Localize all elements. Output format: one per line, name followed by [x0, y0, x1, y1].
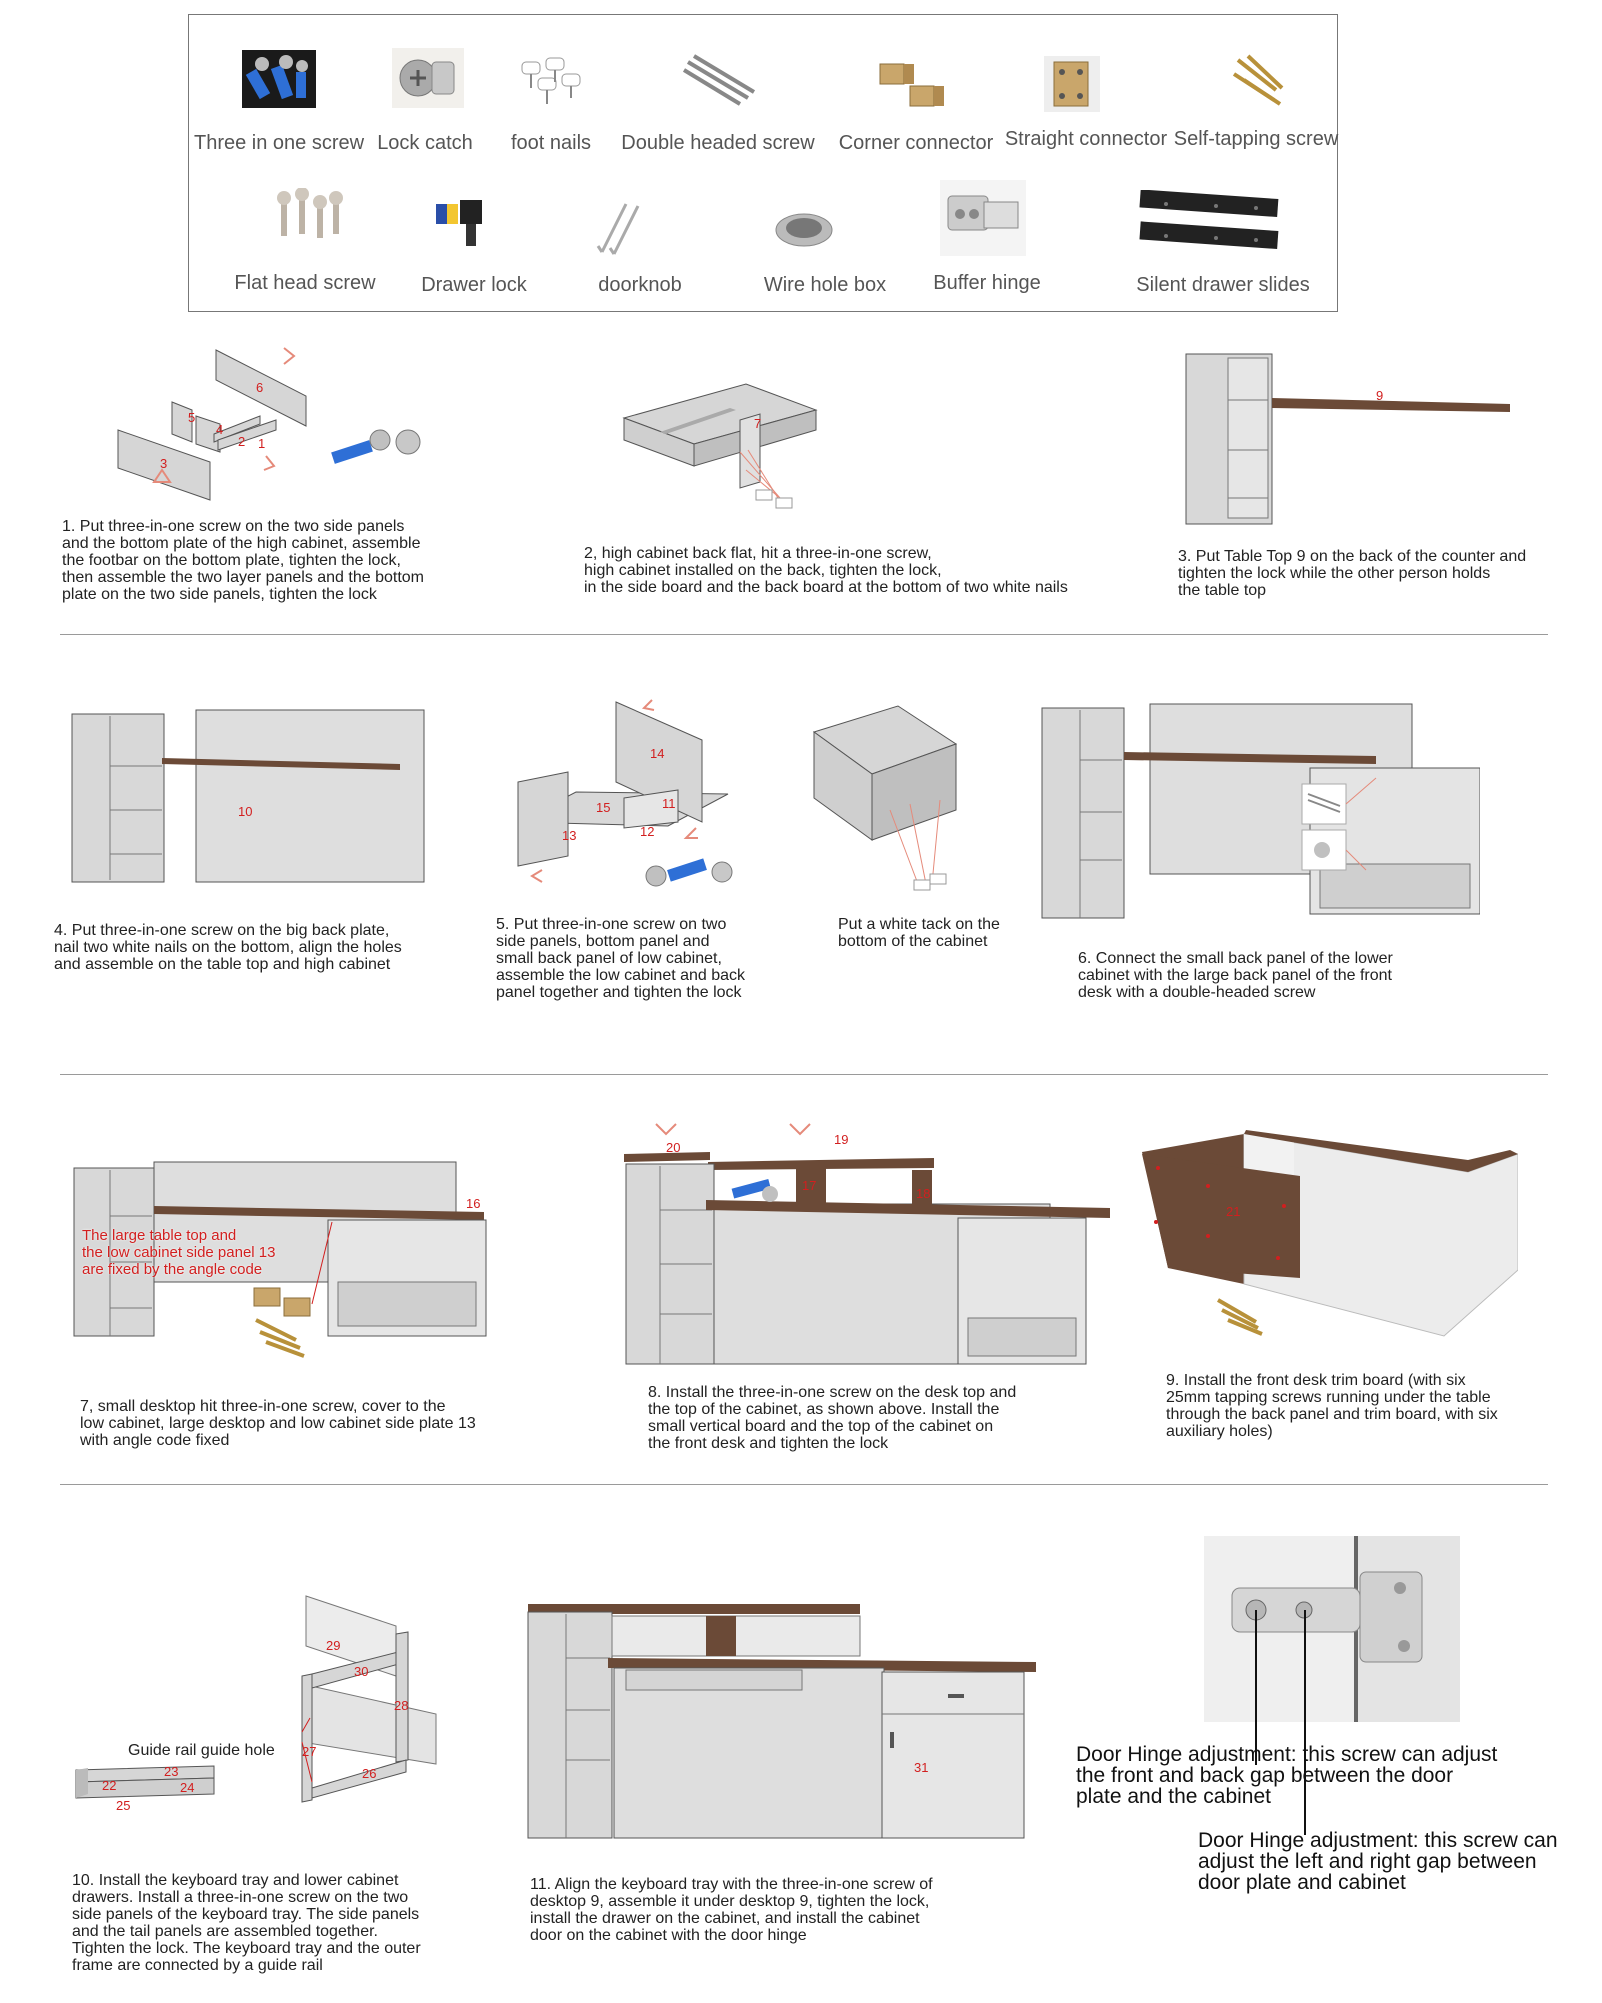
step8-diagram	[620, 1118, 1120, 1372]
wire-hole-box-icon	[772, 208, 836, 250]
hardware-label: Lock catch	[377, 132, 473, 154]
part-number: 10	[238, 804, 253, 819]
step8-caption: 8. Install the three-in-one screw on the desk top and the top of the cabinet, as shown above. Install the small vertical board and the top of the cabinet on the front desk and tighten the lock	[648, 1384, 1017, 1452]
hardware-label: Drawer lock	[421, 274, 527, 296]
hardware-label: Straight connector	[1004, 128, 1168, 150]
step6-diagram	[1040, 700, 1480, 920]
hardware-label: Self-tapping screw	[1173, 128, 1339, 150]
step7-caption: 7, small desktop hit three-in-one screw, cover to the low cabinet, large desktop and low cabinet side plate 13 with angle code fixed	[80, 1398, 476, 1449]
part-number: 2	[238, 434, 246, 449]
part-number: 29	[326, 1638, 341, 1653]
part-number: 27	[302, 1744, 317, 1759]
buffer-hinge-icon	[940, 180, 1026, 256]
part-number: 28	[394, 1698, 409, 1713]
double-headed-screw-icon	[680, 52, 760, 108]
drawer-lock-icon	[432, 196, 496, 258]
step9-diagram	[1138, 1130, 1518, 1340]
part-number: 12	[640, 824, 655, 839]
step4-caption: 4. Put three-in-one screw on the big back plate, nail two white nails on the bottom, align the holes and assemble on the table top and high cabinet	[54, 922, 402, 973]
part-number: 30	[354, 1664, 369, 1679]
part-number: 22	[102, 1778, 117, 1793]
hardware-label: Double headed screw	[621, 132, 815, 154]
step5b-diagram	[810, 700, 970, 900]
part-number: 16	[466, 1196, 481, 1211]
straight-connector-icon	[1044, 56, 1100, 112]
hinge-adjustment-note-left-right: Door Hinge adjustment: this screw can adjust the left and right gap between door plate and cabinet	[1198, 1829, 1558, 1894]
part-number: 17	[802, 1178, 817, 1193]
part-number: 1	[258, 436, 266, 451]
hardware-label: Buffer hinge	[933, 272, 1041, 294]
step1-diagram	[110, 340, 470, 510]
hardware-label: Corner connector	[838, 132, 994, 154]
step5-diagram	[512, 696, 742, 896]
part-number: 21	[1226, 1204, 1241, 1219]
part-number: 15	[596, 800, 611, 815]
step2-diagram	[620, 380, 870, 540]
part-number: 6	[256, 380, 264, 395]
hardware-label: doorknob	[598, 274, 682, 296]
part-number: 25	[116, 1798, 131, 1812]
step11-caption: 11. Align the keyboard tray with the three-in-one screw of desktop 9, assemble it under desktop 9, tighten the lock, install the drawer on the cabinet, and install the cabinet door on the cabinet with the door hinge	[530, 1876, 933, 1944]
corner-connector-icon	[876, 58, 946, 110]
step2-caption: 2, high cabinet back flat, hit a three-in-one screw, high cabinet installed on the back, tighten the lock, in the side board and the back board at the bottom of two white nails	[584, 545, 1068, 596]
part-number: 3	[160, 456, 168, 471]
step3-caption: 3. Put Table Top 9 on the back of the counter and tighten the lock while the other person holds the table top	[1178, 548, 1527, 599]
hinge-adjustment-note-front-back: Door Hinge adjustment: this screw can adjust the front and back gap between the door plate and the cabinet	[1076, 1743, 1498, 1808]
step11-diagram	[522, 1602, 1042, 1842]
hardware-label: Wire hole box	[763, 274, 887, 296]
step6-caption: 6. Connect the small back panel of the lower cabinet with the large back panel of the front desk with a double-headed screw	[1078, 950, 1393, 1001]
part-number: 26	[362, 1766, 377, 1781]
step10-diagram	[70, 1592, 440, 1812]
divider	[60, 1074, 1548, 1075]
part-number: 13	[562, 828, 577, 843]
silent-drawer-slides-icon	[1136, 190, 1286, 252]
foot-nails-icon	[516, 52, 586, 108]
flat-head-screw-icon	[270, 188, 350, 246]
part-number: 11	[662, 796, 676, 811]
part-number: 19	[834, 1132, 849, 1147]
step4-diagram	[70, 706, 430, 886]
guide-rail-label: Guide rail guide hole	[128, 1742, 275, 1759]
step3-diagram	[1180, 350, 1520, 530]
hardware-box	[188, 14, 1338, 312]
hardware-label: Three in one screw	[194, 132, 365, 154]
divider	[60, 634, 1548, 635]
step5-caption: 5. Put three-in-one screw on two side panels, bottom panel and small back panel of low cabinet, assemble the low cabinet and back panel together and tighten the lock	[496, 916, 746, 1001]
hardware-label: Silent drawer slides	[1136, 274, 1310, 296]
part-number: 20	[666, 1140, 681, 1155]
part-number: 9	[1376, 388, 1384, 403]
part-number: 14	[650, 746, 665, 761]
part-number: 4	[216, 422, 224, 437]
lock-catch-icon	[392, 48, 464, 108]
step5b-caption: Put a white tack on the bottom of the cabinet	[838, 916, 1000, 950]
part-number: 23	[164, 1764, 179, 1779]
self-tapping-screw-icon	[1228, 50, 1288, 110]
step1-caption: 1. Put three-in-one screw on the two side panels and the bottom plate of the high cabinet, assemble the footbar on the bottom plate, tighten the lock, then assemble the two layer panels and the bottom plate on the two side panels, tighten the lock	[62, 518, 424, 603]
part-number: 7	[754, 416, 762, 431]
step10-caption: 10. Install the keyboard tray and lower cabinet drawers. Install a three-in-one screw on the two side panels of the keyboard tray. The side panels and the tail panels are assembled together. Tighten the lock. The keyboard tray and the outer frame are connected by a guide rail	[72, 1872, 421, 1974]
doorknob-icon	[594, 196, 644, 258]
step7-note: The large table top and the low cabinet side panel 13 are fixed by the angle code	[82, 1227, 276, 1278]
hardware-label: Flat head screw	[234, 272, 376, 294]
part-number: 31	[914, 1760, 929, 1775]
step9-caption: 9. Install the front desk trim board (with six 25mm tapping screws running under the table through the back panel and trim board, with six auxiliary holes)	[1166, 1372, 1498, 1440]
hardware-label: foot nails	[510, 132, 592, 154]
part-number: 5	[188, 410, 196, 425]
part-number: 24	[180, 1780, 195, 1795]
divider	[60, 1484, 1548, 1485]
part-number: 18	[916, 1186, 931, 1201]
three-in-one-screw-icon	[242, 50, 316, 108]
